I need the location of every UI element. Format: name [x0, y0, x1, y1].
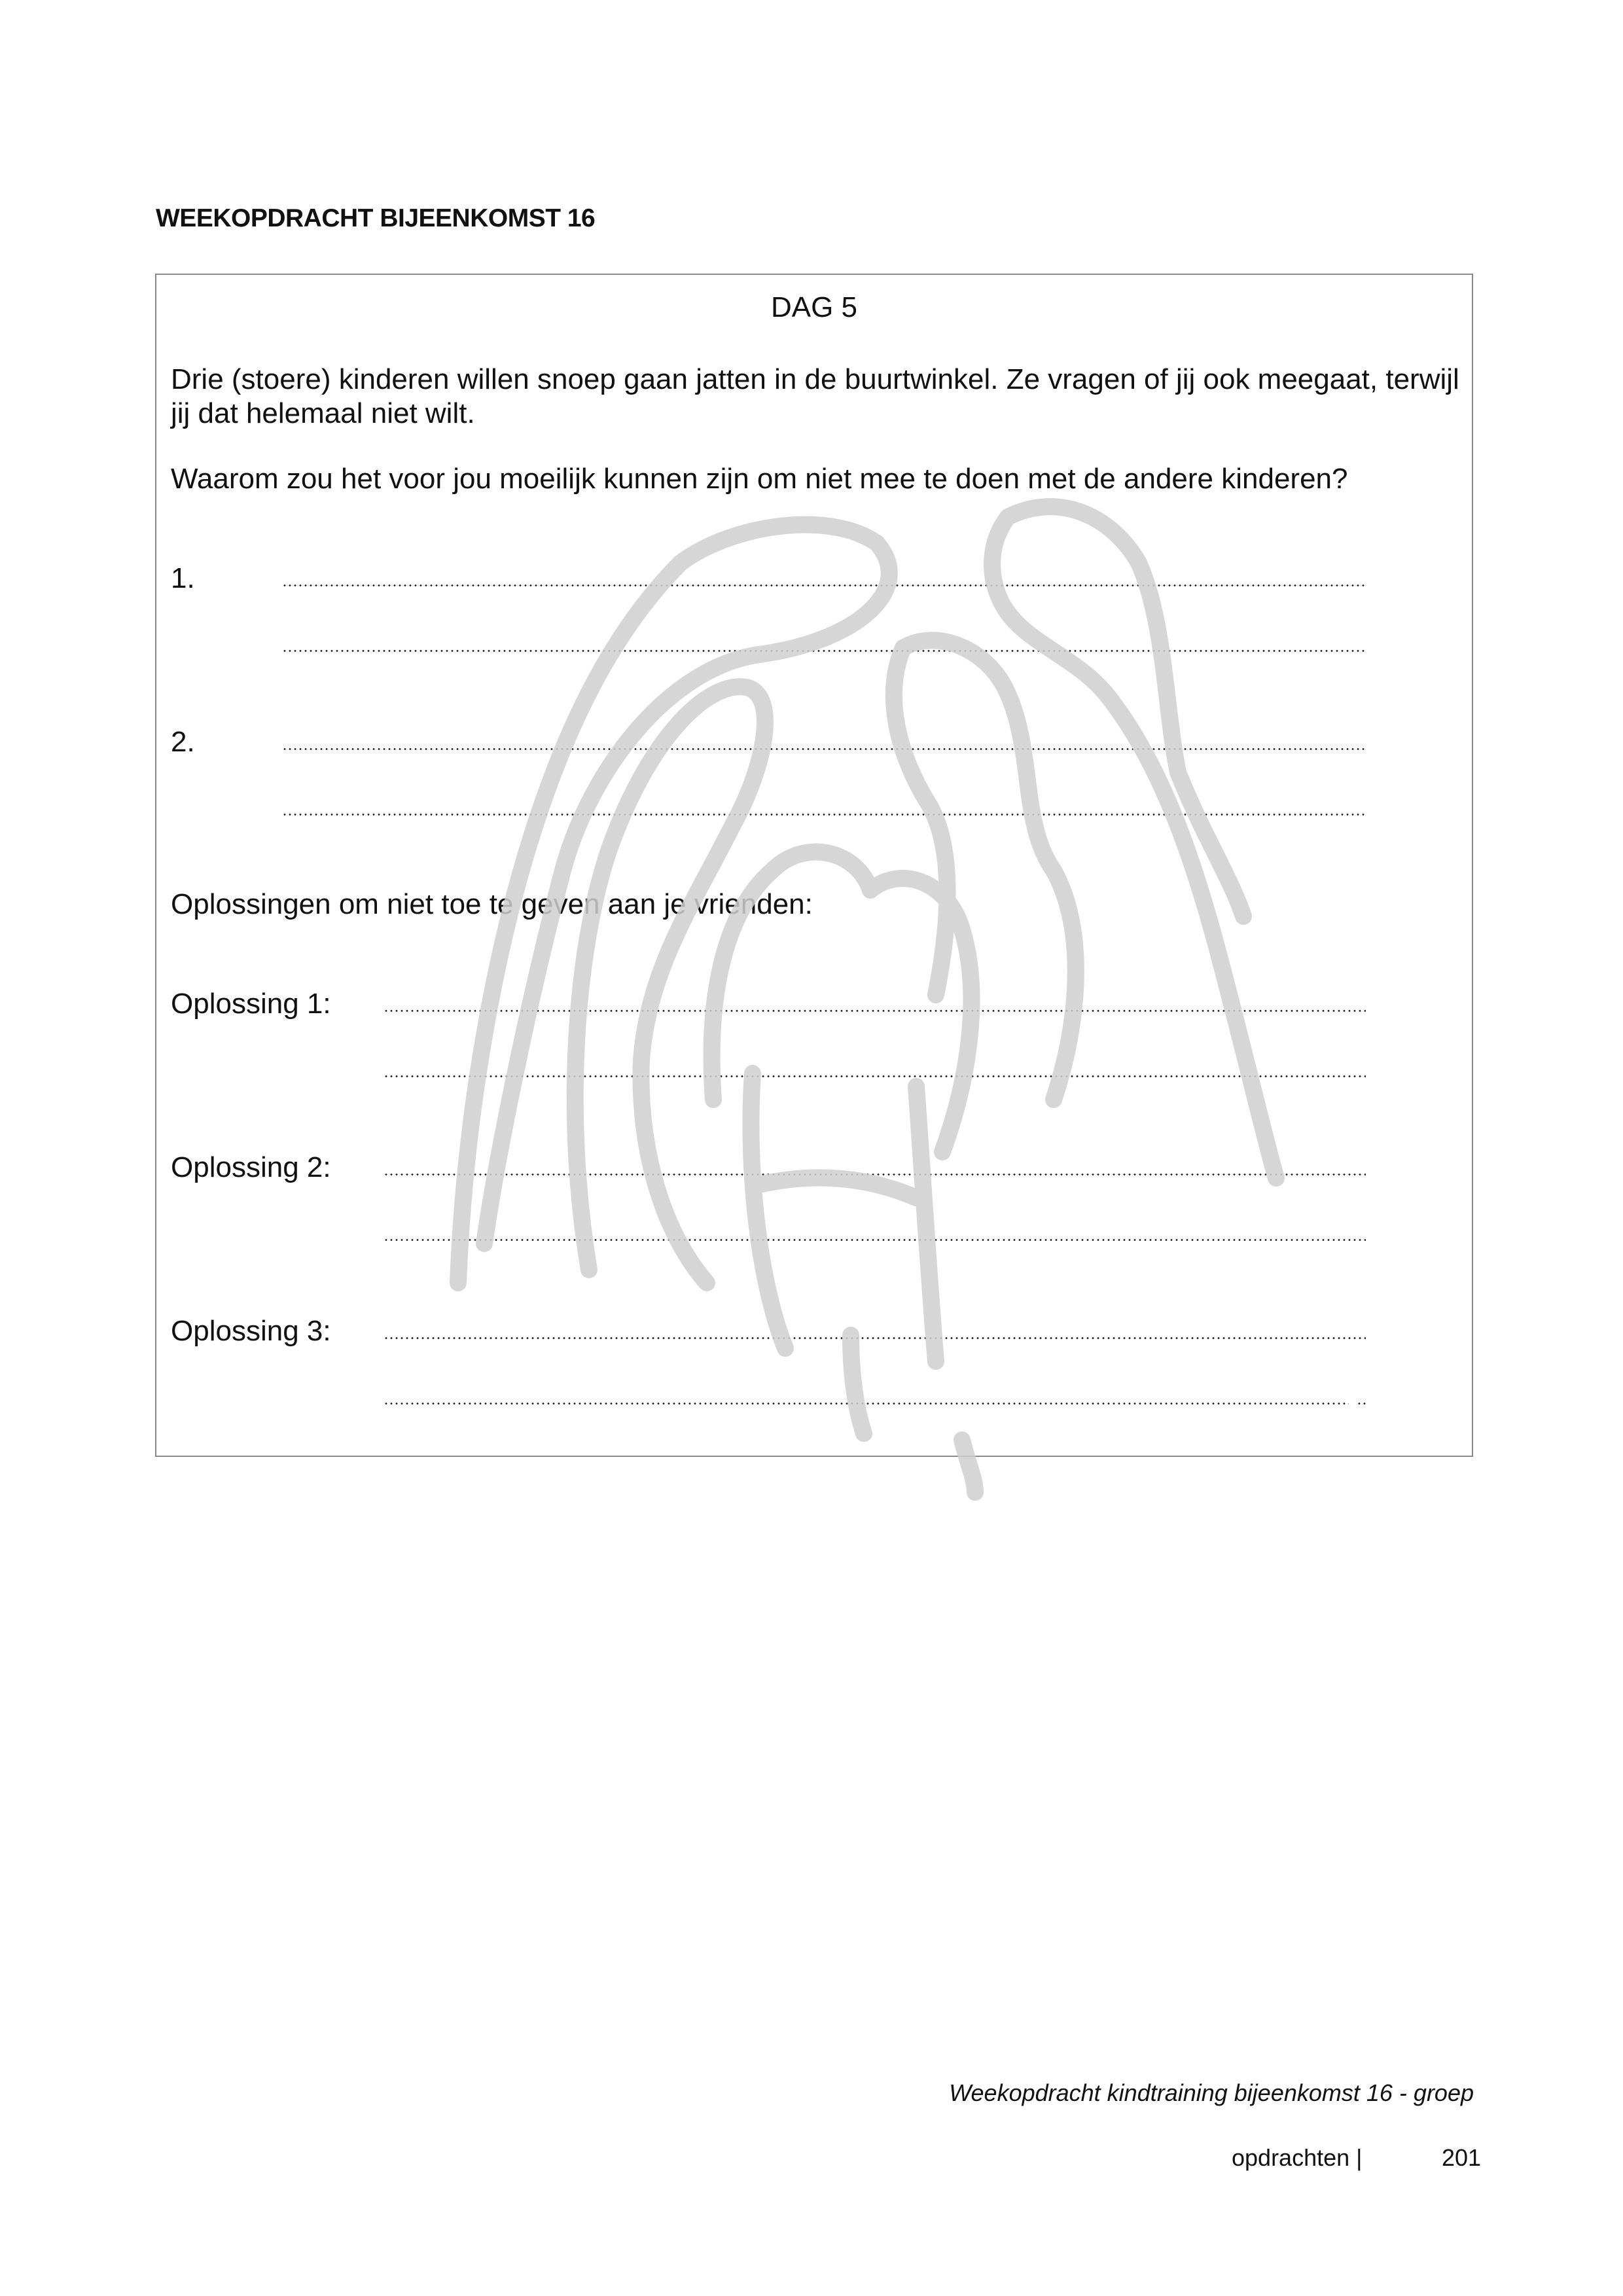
- day-heading: DAG 5: [770, 291, 858, 323]
- reason-label-1: 1.: [171, 562, 195, 594]
- answer-line-solution-3a[interactable]: [383, 1337, 1366, 1339]
- answer-line-solution-2b[interactable]: [383, 1239, 1366, 1241]
- footer-section-label: opdrachten |: [1232, 2144, 1363, 2171]
- question-text: Waarom zou het voor jou moeilijk kunnen zijn om niet mee te doen met de andere kinderen?: [171, 463, 1348, 495]
- reason-label-2: 2.: [171, 726, 195, 758]
- solution-label-3: Oplossing 3:: [171, 1315, 331, 1347]
- answer-line-reason-1b[interactable]: [282, 650, 1366, 652]
- worksheet-box: [155, 274, 1473, 1457]
- answer-line-solution-1b[interactable]: [383, 1075, 1366, 1077]
- solutions-intro: Oplossingen om niet toe te geven aan je vrienden:: [171, 888, 813, 920]
- page-number: 201: [1442, 2144, 1482, 2171]
- answer-line-reason-2a[interactable]: [282, 748, 1366, 750]
- scenario-text: Drie (stoere) kinderen willen snoep gaan jatten in de buurtwinkel. Ze vragen of jij ook meegaat, terwijl jij dat helemaal niet wilt.: [171, 363, 1459, 429]
- page-title: WEEKOPDRACHT BIJEENKOMST 16: [156, 204, 596, 232]
- answer-line-solution-2a[interactable]: [383, 1174, 1366, 1175]
- answer-line-solution-3b[interactable]: [383, 1403, 1349, 1405]
- answer-line-solution-1a[interactable]: [383, 1010, 1366, 1012]
- answer-line-solution-3b-tail: [1357, 1403, 1366, 1405]
- solution-label-2: Oplossing 2:: [171, 1151, 331, 1183]
- solution-label-1: Oplossing 1:: [171, 988, 331, 1020]
- answer-line-reason-1a[interactable]: [282, 584, 1366, 586]
- answer-line-reason-2b[interactable]: [282, 814, 1366, 816]
- footer-note: Weekopdracht kindtraining bijeenkomst 16 - groep: [949, 2079, 1474, 2106]
